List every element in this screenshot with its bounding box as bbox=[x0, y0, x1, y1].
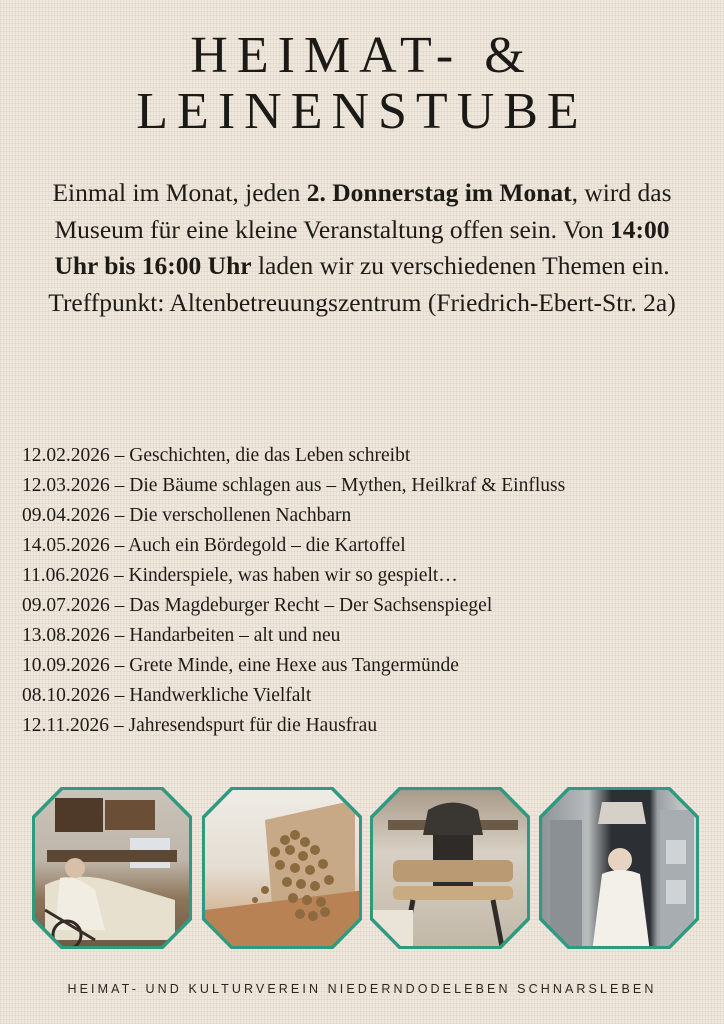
photo-frame-1 bbox=[32, 787, 192, 949]
photo-frame-3 bbox=[370, 787, 530, 949]
title-line-1: HEIMAT- & bbox=[190, 27, 534, 84]
photo-frame-4 bbox=[539, 787, 699, 949]
intro-bold-date: 2. Donnerstag im Monat bbox=[306, 178, 572, 207]
intro-text bbox=[40, 175, 684, 321]
event-item: 08.10.2026 – Handwerkliche Vielfalt bbox=[22, 685, 312, 706]
event-item: 12.03.2026 – Die Bäume schlagen aus – Mythen, Heilkraf & Einfluss bbox=[22, 475, 566, 496]
intro-text-3: laden wir zu verschiedenen Themen ein. bbox=[251, 251, 670, 280]
event-item: 12.02.2026 – Geschichten, die das Leben schreibt bbox=[22, 445, 411, 466]
event-item: 13.08.2026 – Handarbeiten – alt und neu bbox=[22, 625, 341, 646]
meeting-point: Treffpunkt: Altenbetreuungszentrum (Friedrich-Ebert-Str. 2a) bbox=[48, 287, 676, 317]
title-line-2: LEINENSTUBE bbox=[136, 83, 588, 140]
event-item: 09.04.2026 – Die verschollenen Nachbarn bbox=[22, 505, 352, 526]
event-list bbox=[22, 441, 702, 741]
event-item: 12.11.2026 – Jahresendspurt für die Hausfrau bbox=[22, 715, 378, 736]
photo-frame-2 bbox=[202, 787, 362, 949]
intro-text-2: , wird das Museum für eine kleine Veranstaltung offen sein. Von bbox=[54, 178, 672, 244]
footer-organization: HEIMAT- UND KULTURVEREIN NIEDERNDODELEBEN SCHNARSLEBEN bbox=[67, 982, 657, 996]
flax-seeds-photo bbox=[205, 790, 359, 946]
mangle-machine-photo bbox=[373, 790, 527, 946]
christening-dress-photo bbox=[542, 790, 696, 946]
event-item: 14.05.2026 – Auch ein Bördegold – die Kartoffel bbox=[22, 535, 406, 556]
intro-bold-time: 14:00 Uhr bis 16:00 Uhr bbox=[54, 214, 670, 280]
doll-pram-photo bbox=[35, 790, 189, 946]
event-item: 11.06.2026 – Kinderspiele, was haben wir so gespielt… bbox=[22, 565, 458, 586]
event-item: 10.09.2026 – Grete Minde, eine Hexe aus Tangermünde bbox=[22, 655, 459, 676]
photo-strip bbox=[32, 787, 702, 952]
intro-text-1: Einmal im Monat, jeden bbox=[52, 178, 307, 207]
event-item: 09.07.2026 – Das Magdeburger Recht – Der Sachsenspiegel bbox=[22, 595, 493, 616]
